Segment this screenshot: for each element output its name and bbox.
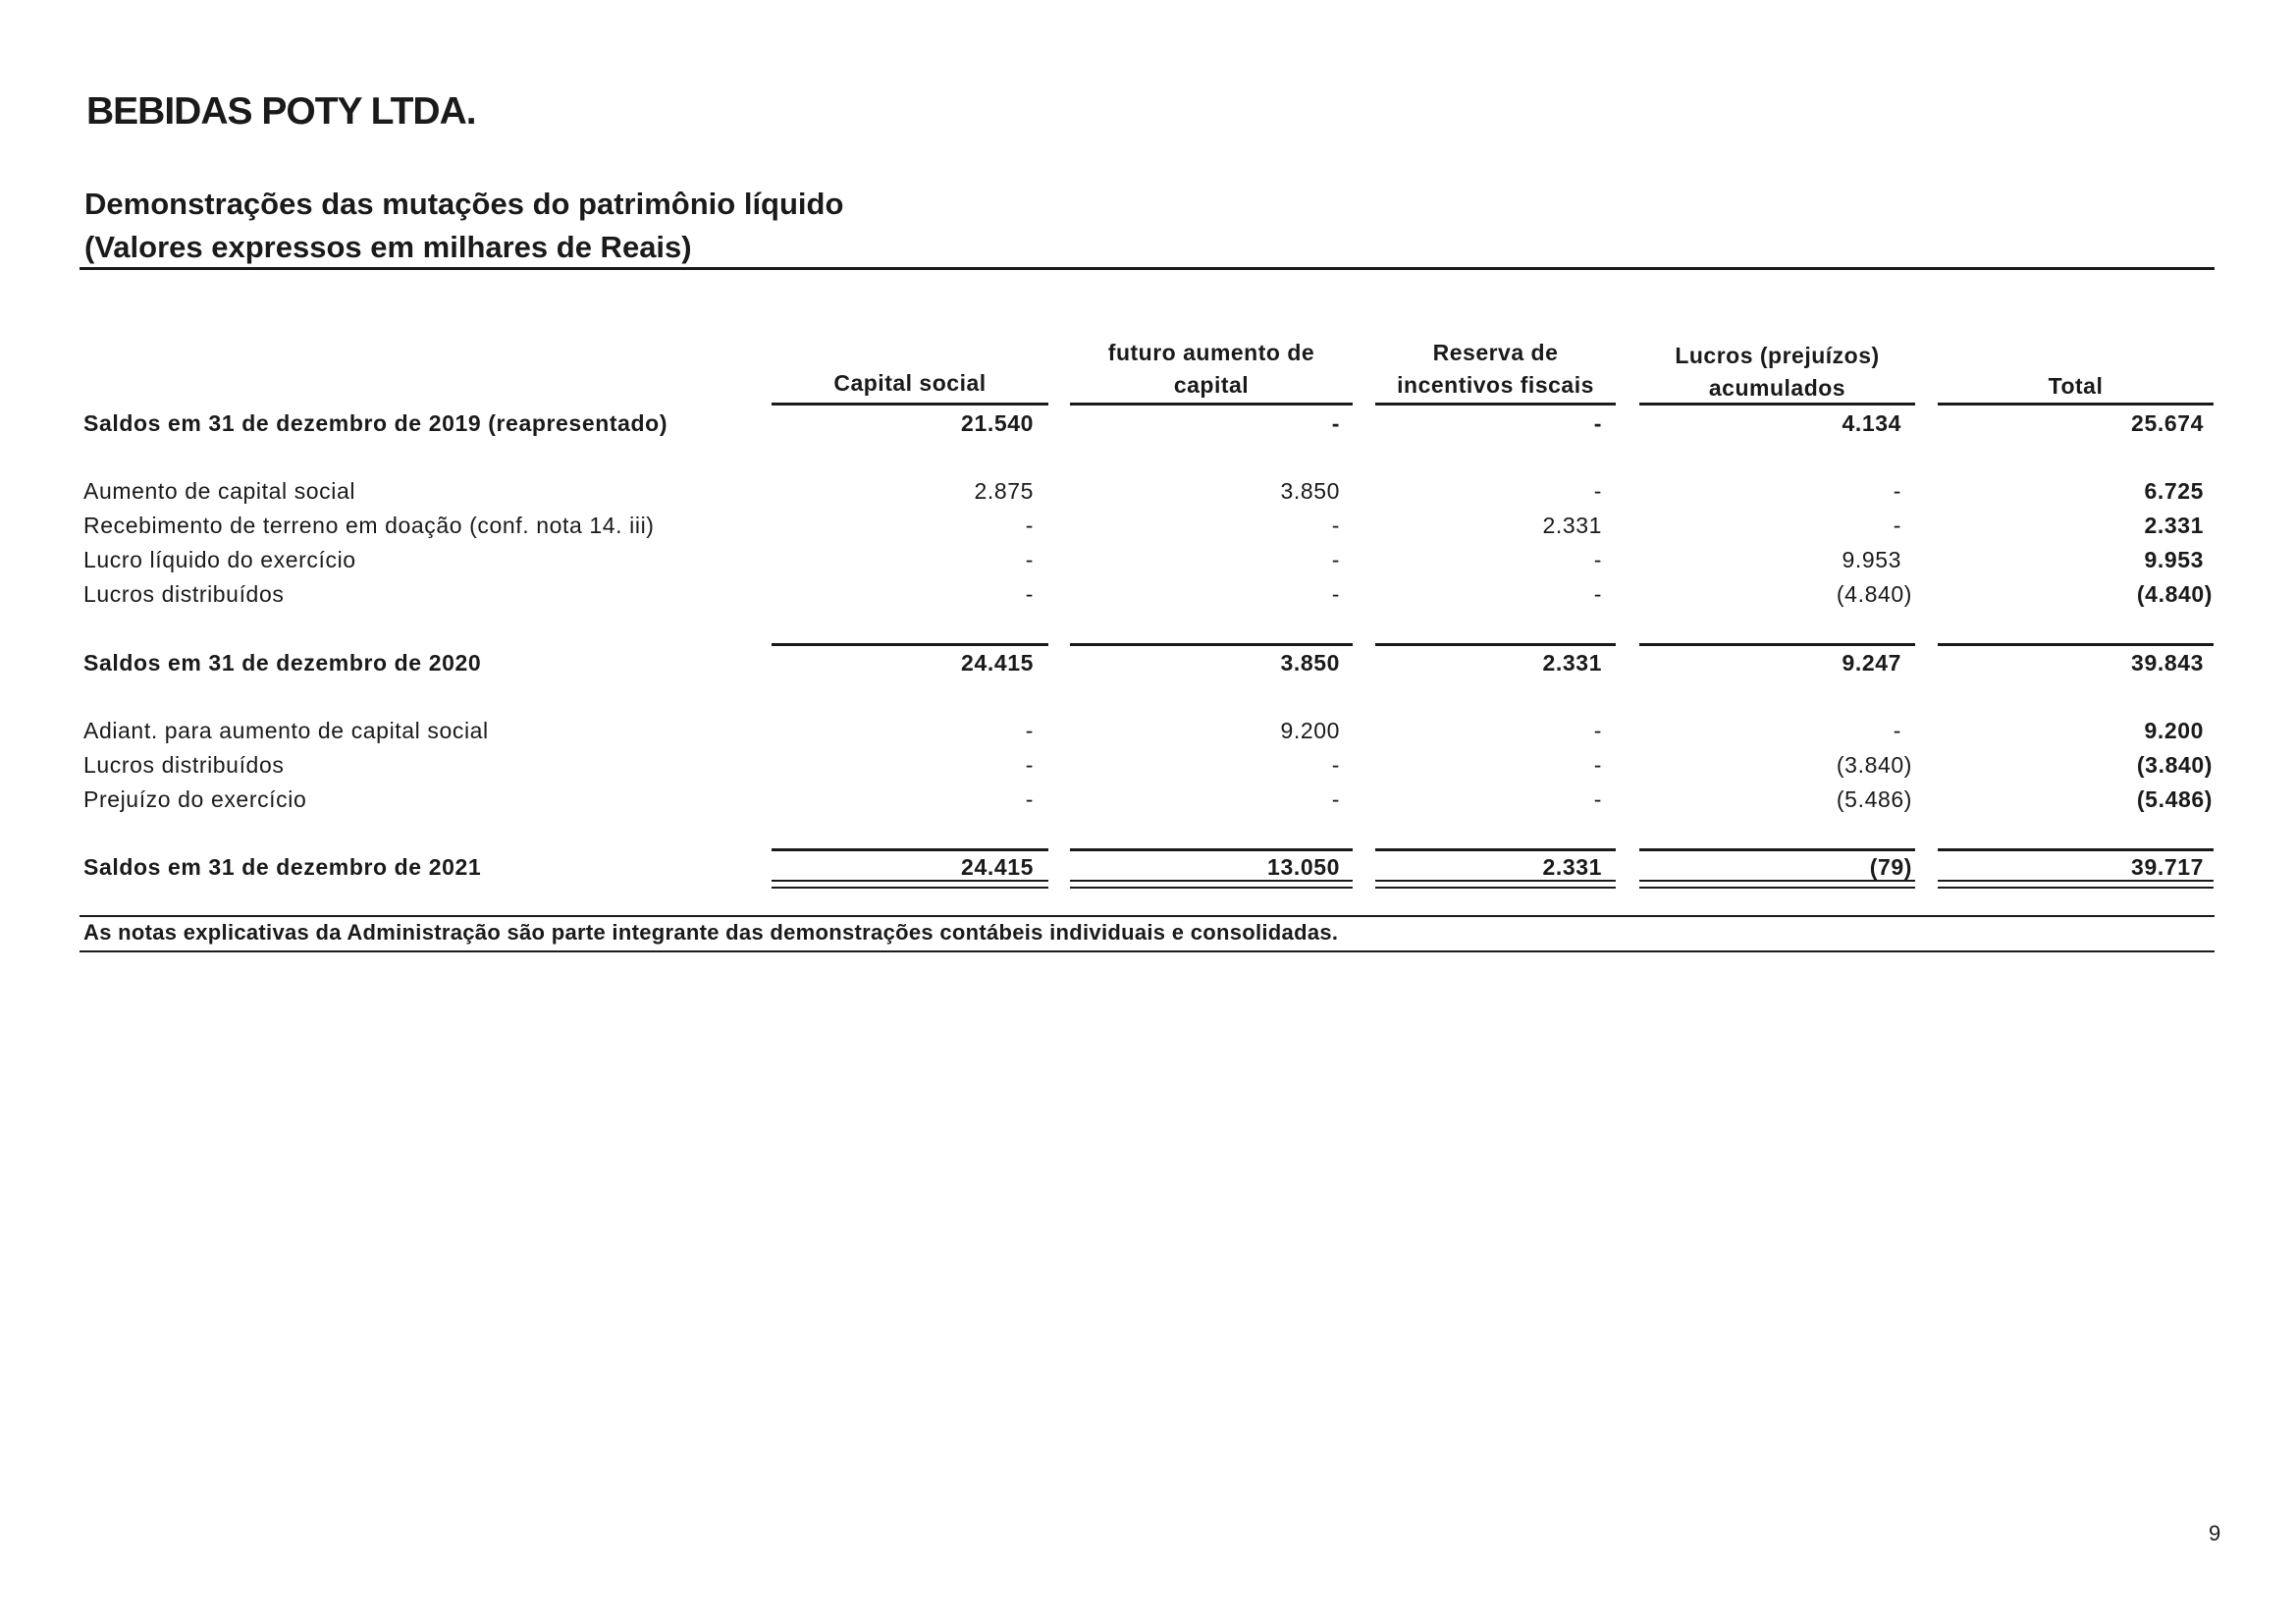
cell-total: 2.331 bbox=[2144, 513, 2204, 538]
double-underline bbox=[1639, 880, 1915, 889]
cell-futuro-aumento: 9.200 bbox=[1280, 718, 1340, 743]
double-underline bbox=[1938, 880, 2214, 889]
cell-lucros: 9.953 bbox=[1842, 547, 1901, 572]
row-label: Lucros distribuídos bbox=[83, 581, 285, 607]
header-lucros-line1: Lucros (prejuízos) bbox=[1675, 343, 1880, 368]
row-label: Lucros distribuídos bbox=[83, 752, 285, 778]
header-reserva-line1: Reserva de bbox=[1432, 340, 1559, 365]
cell-futuro-aumento: - bbox=[1331, 410, 1340, 436]
cell-lucros: (5.486) bbox=[1836, 786, 1912, 812]
row-label: Prejuízo do exercício bbox=[83, 786, 307, 812]
cell-total: 9.953 bbox=[2144, 547, 2204, 572]
cell-lucros: - bbox=[1893, 478, 1901, 504]
table-row bbox=[0, 748, 2296, 782]
cell-lucros: - bbox=[1893, 718, 1901, 743]
cell-capital-social: - bbox=[1025, 718, 1034, 743]
cell-capital-social: - bbox=[1025, 547, 1034, 572]
table-row-saldos-2020 bbox=[0, 646, 2296, 679]
cell-capital-social: - bbox=[1025, 752, 1034, 778]
table-row bbox=[0, 783, 2296, 816]
cell-reserva: 2.331 bbox=[1542, 513, 1602, 538]
table-row bbox=[0, 577, 2296, 611]
cell-reserva: - bbox=[1593, 718, 1602, 743]
cell-reserva: - bbox=[1593, 752, 1602, 778]
cell-reserva: - bbox=[1593, 547, 1602, 572]
cell-capital-social: 2.875 bbox=[974, 478, 1034, 504]
cell-total: (3.840) bbox=[2136, 752, 2213, 778]
page-number: 9 bbox=[2209, 1521, 2221, 1545]
cell-total: (5.486) bbox=[2136, 786, 2213, 812]
cell-reserva: - bbox=[1593, 786, 1602, 812]
cell-lucros: (3.840) bbox=[1836, 752, 1912, 778]
row-label: Saldos em 31 de dezembro de 2019 (reapresentado) bbox=[83, 410, 668, 436]
header-futuro-line1: futuro aumento de bbox=[1107, 340, 1315, 365]
cell-lucros: 4.134 bbox=[1842, 410, 1901, 436]
header-capital-social: Capital social bbox=[833, 370, 987, 396]
header-lucros-line2: acumulados bbox=[1708, 375, 1846, 401]
double-underline bbox=[1375, 880, 1616, 889]
row-label: Lucro líquido do exercício bbox=[83, 547, 356, 572]
cell-total: 6.725 bbox=[2144, 478, 2204, 504]
header-reserva-line2: incentivos fiscais bbox=[1397, 372, 1594, 398]
double-underline bbox=[772, 880, 1048, 889]
cell-capital-social: - bbox=[1025, 786, 1034, 812]
cell-reserva: - bbox=[1593, 410, 1602, 436]
cell-lucros: (79) bbox=[1869, 854, 1912, 880]
cell-capital-social: - bbox=[1025, 513, 1034, 538]
cell-reserva: 2.331 bbox=[1542, 650, 1602, 676]
cell-total: 39.717 bbox=[2131, 854, 2204, 880]
header-futuro-aumento bbox=[1070, 337, 1353, 402]
cell-lucros: - bbox=[1893, 513, 1901, 538]
header-reserva bbox=[1375, 337, 1616, 402]
cell-reserva: - bbox=[1593, 478, 1602, 504]
row-label: Adiant. para aumento de capital social bbox=[83, 718, 489, 743]
cell-futuro-aumento: - bbox=[1331, 513, 1340, 538]
statement-units: (Valores expressos em milhares de Reais) bbox=[84, 230, 692, 264]
cell-futuro-aumento: - bbox=[1331, 547, 1340, 572]
cell-futuro-aumento: 13.050 bbox=[1267, 854, 1340, 880]
row-label: Saldos em 31 de dezembro de 2020 bbox=[83, 650, 482, 676]
double-underline bbox=[1070, 880, 1353, 889]
cell-total: 39.843 bbox=[2131, 650, 2204, 676]
cell-total: 9.200 bbox=[2144, 718, 2204, 743]
cell-futuro-aumento: 3.850 bbox=[1280, 478, 1340, 504]
header-underline bbox=[1938, 403, 2214, 406]
statement-title: Demonstrações das mutações do patrimônio líquido bbox=[84, 187, 844, 221]
table-row bbox=[0, 509, 2296, 542]
row-label: Saldos em 31 de dezembro de 2021 bbox=[83, 854, 482, 880]
cell-futuro-aumento: - bbox=[1331, 581, 1340, 607]
table-row-saldos-2019 bbox=[0, 406, 2296, 440]
table-row bbox=[0, 474, 2296, 508]
cell-total: (4.840) bbox=[2136, 581, 2213, 607]
header-total: Total bbox=[2048, 373, 2104, 399]
footnote: As notas explicativas da Administração são parte integrante das demonstrações contábeis individuais e consolidadas. bbox=[83, 920, 1339, 945]
header-underline bbox=[1070, 403, 1353, 406]
header-futuro-line2: capital bbox=[1173, 372, 1250, 398]
title-rule bbox=[80, 267, 2215, 270]
cell-capital-social: 24.415 bbox=[961, 854, 1034, 880]
cell-capital-social: - bbox=[1025, 581, 1034, 607]
row-label: Recebimento de terreno em doação (conf. nota 14. iii) bbox=[83, 513, 655, 538]
cell-capital-social: 21.540 bbox=[961, 410, 1034, 436]
cell-futuro-aumento: - bbox=[1331, 786, 1340, 812]
header-underline bbox=[1639, 403, 1915, 406]
table-row bbox=[0, 714, 2296, 747]
footnote-bottom-rule bbox=[80, 950, 2215, 952]
table-row bbox=[0, 543, 2296, 576]
cell-lucros: (4.840) bbox=[1836, 581, 1912, 607]
cell-lucros: 9.247 bbox=[1842, 650, 1901, 676]
header-underline bbox=[772, 403, 1048, 406]
header-lucros bbox=[1639, 340, 1915, 405]
row-label: Aumento de capital social bbox=[83, 478, 356, 504]
cell-reserva: 2.331 bbox=[1542, 854, 1602, 880]
company-name: BEBIDAS POTY LTDA. bbox=[86, 90, 476, 133]
cell-capital-social: 24.415 bbox=[961, 650, 1034, 676]
table-row-saldos-2021 bbox=[0, 850, 2296, 884]
cell-futuro-aumento: - bbox=[1331, 752, 1340, 778]
footnote-top-rule bbox=[80, 915, 2215, 917]
cell-reserva: - bbox=[1593, 581, 1602, 607]
cell-total: 25.674 bbox=[2131, 410, 2204, 436]
cell-futuro-aumento: 3.850 bbox=[1280, 650, 1340, 676]
header-underline bbox=[1375, 403, 1616, 406]
